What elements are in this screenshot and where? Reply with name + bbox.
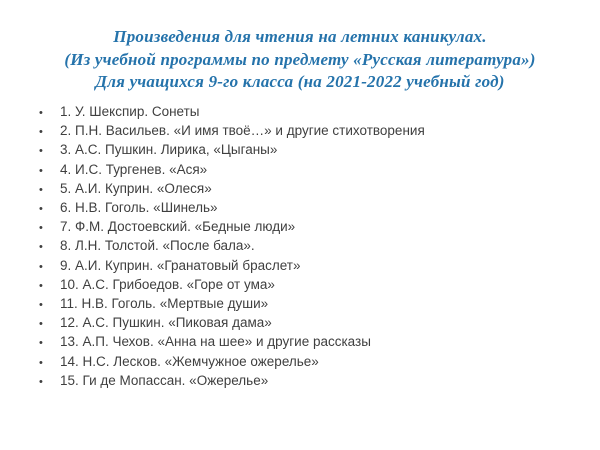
bullet-icon: • xyxy=(39,203,43,216)
list-item-text: 7. Ф.М. Достоевский. «Бедные люди» xyxy=(60,219,296,235)
bullet-icon: • xyxy=(39,279,43,292)
list-item-text: 3. А.С. Пушкин. Лирика, «Цыганы» xyxy=(60,142,278,158)
bullet-icon: • xyxy=(39,145,43,158)
slide-title xyxy=(0,26,600,94)
list-item-text: 13. А.П. Чехов. «Анна на шее» и другие рассказы xyxy=(60,334,371,350)
list-item xyxy=(32,141,572,160)
bullet-icon: • xyxy=(39,375,43,388)
list-item xyxy=(32,295,572,314)
list-item xyxy=(32,372,572,391)
list-item xyxy=(32,180,572,199)
list-item-text: 4. И.С. Тургенев. «Ася» xyxy=(60,161,208,177)
list-item-text: 1. У. Шекспир. Сонеты xyxy=(60,104,200,119)
list-item xyxy=(32,257,572,276)
bullet-icon: • xyxy=(39,318,43,331)
list-item xyxy=(32,237,572,256)
list-item xyxy=(32,199,572,218)
slide-title-line-3: Для учащихся 9-го класса (на 2021-2022 учебный год) xyxy=(95,72,505,91)
bullet-icon: • xyxy=(39,222,43,235)
list-item-text: 2. П.Н. Васильев. «И имя твоё…» и другие стихотворения xyxy=(60,123,425,139)
slide-title-line-1: Произведения для чтения на летних каникулах. xyxy=(113,27,487,46)
list-item xyxy=(32,353,572,372)
bullet-icon: • xyxy=(39,164,43,177)
list-item xyxy=(32,218,572,237)
list-item xyxy=(32,103,572,122)
list-item xyxy=(32,333,572,352)
list-item-text: 14. Н.С. Лесков. «Жемчужное ожерелье» xyxy=(60,353,319,369)
list-item xyxy=(32,276,572,295)
list-item-text: 8. Л.Н. Толстой. «После бала». xyxy=(60,238,255,254)
bullet-icon: • xyxy=(39,260,43,273)
bullet-icon: • xyxy=(39,241,43,254)
bullet-icon: • xyxy=(39,107,43,119)
list-item-text: 10. А.С. Грибоедов. «Горе от ума» xyxy=(60,276,275,292)
bullet-icon: • xyxy=(39,126,43,139)
bullet-icon: • xyxy=(39,337,43,350)
list-item xyxy=(32,314,572,333)
reading-list xyxy=(32,103,572,391)
bullet-icon: • xyxy=(39,299,43,312)
slide-title-line-2: (Из учебной программы по предмету «Русская литература») xyxy=(64,49,536,69)
list-item-text: 9. А.И. Куприн. «Гранатовый браслет» xyxy=(60,257,301,273)
list-item xyxy=(32,161,572,180)
list-item-text: 11. Н.В. Гоголь. «Мертвые души» xyxy=(60,296,269,312)
bullet-icon: • xyxy=(39,356,43,369)
bullet-icon: • xyxy=(39,183,43,196)
list-item-text: 12. А.С. Пушкин. «Пиковая дама» xyxy=(60,315,272,331)
list-item-text: 15. Ги де Мопассан. «Ожерелье» xyxy=(60,372,269,388)
list-item-text: 6. Н.В. Гоголь. «Шинель» xyxy=(60,200,218,216)
list-item xyxy=(32,122,572,141)
list-item-text: 5. А.И. Куприн. «Олеся» xyxy=(60,180,212,196)
